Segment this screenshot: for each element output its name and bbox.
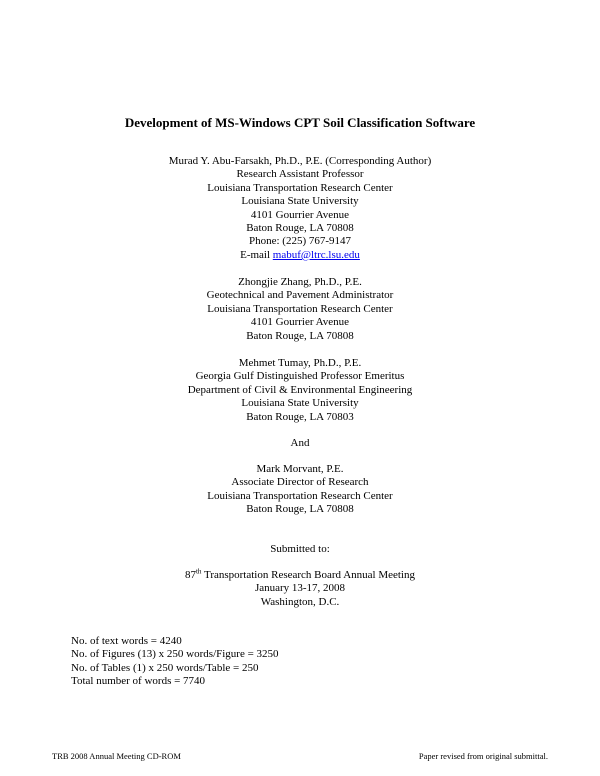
author-3-line-4: Louisiana State University — [241, 397, 359, 410]
email-link[interactable]: mabuf@ltrc.lsu.edu — [272, 248, 360, 261]
submitted-to — [0, 543, 600, 556]
author-3-line-2: Georgia Gulf Distinguished Professor Emeritus — [195, 370, 405, 383]
word-count-figures: No. of Figures (13) x 250 words/Figure = 3250 — [71, 648, 279, 661]
word-count-text: No. of text words = 4240 — [71, 635, 182, 647]
author-2-line-1: Zhongjie Zhang, Ph.D., P.E. — [238, 276, 362, 288]
author-block-1 — [0, 155, 600, 262]
author-block-3 — [0, 357, 600, 424]
author-4-line-1: Mark Morvant, P.E. — [256, 463, 344, 475]
author-4-line-3: Louisiana Transportation Research Center — [207, 489, 393, 502]
word-count-block — [71, 635, 279, 688]
author-4-line-2: Associate Director of Research — [231, 476, 369, 489]
and-text: And — [290, 437, 310, 449]
author-2-line-5: Baton Rouge, LA 70808 — [246, 329, 354, 342]
author-3-line-3: Department of Civil & Environmental Engineering — [187, 383, 413, 396]
author-1-line-5: 4101 Gourrier Avenue — [250, 208, 350, 221]
paper-title: Development of MS-Windows CPT Soil Classification Software — [124, 115, 476, 130]
author-3-line-1: Mehmet Tumay, Ph.D., P.E. — [238, 357, 362, 369]
author-3-line-5: Baton Rouge, LA 70803 — [246, 410, 354, 423]
word-count-tables: No. of Tables (1) x 250 words/Table = 250 — [71, 661, 259, 674]
meeting-dates: January 13-17, 2008 — [254, 582, 346, 595]
meeting-block — [0, 569, 600, 609]
author-2-line-4: 4101 Gourrier Avenue — [250, 316, 350, 329]
meeting-title: Transportation Research Board Annual Meeting — [201, 569, 415, 581]
author-block-4 — [0, 463, 600, 517]
author-1-line-2: Research Assistant Professor — [236, 168, 364, 181]
and-separator — [0, 437, 600, 450]
author-2-line-3: Louisiana Transportation Research Center — [207, 302, 393, 315]
submitted-to-text: Submitted to: — [270, 543, 330, 555]
meeting-ordinal-suffix: th — [195, 567, 202, 576]
author-1-line-3: Louisiana Transportation Research Center — [207, 181, 393, 194]
author-4-line-4: Baton Rouge, LA 70808 — [246, 503, 354, 516]
email-label: E-mail — [240, 248, 273, 261]
author-1-email-line — [0, 249, 600, 262]
author-1-line-7: Phone: (225) 767-9147 — [248, 235, 352, 248]
footer-right: Paper revised from original submittal. — [418, 751, 548, 761]
author-2-line-2: Geotechnical and Pavement Administrator — [206, 289, 394, 302]
meeting-name — [0, 569, 600, 582]
author-block-2 — [0, 276, 600, 343]
word-count-total: Total number of words = 7740 — [71, 674, 206, 687]
author-1-line-1: Murad Y. Abu-Farsakh, Ph.D., P.E. (Corresponding Author) — [168, 155, 432, 167]
meeting-location: Washington, D.C. — [260, 595, 340, 608]
footer-left: TRB 2008 Annual Meeting CD-ROM — [52, 751, 181, 761]
meeting-ordinal: 87 — [184, 569, 196, 581]
author-1-line-6: Baton Rouge, LA 70808 — [246, 222, 354, 235]
author-1-line-4: Louisiana State University — [241, 195, 359, 208]
